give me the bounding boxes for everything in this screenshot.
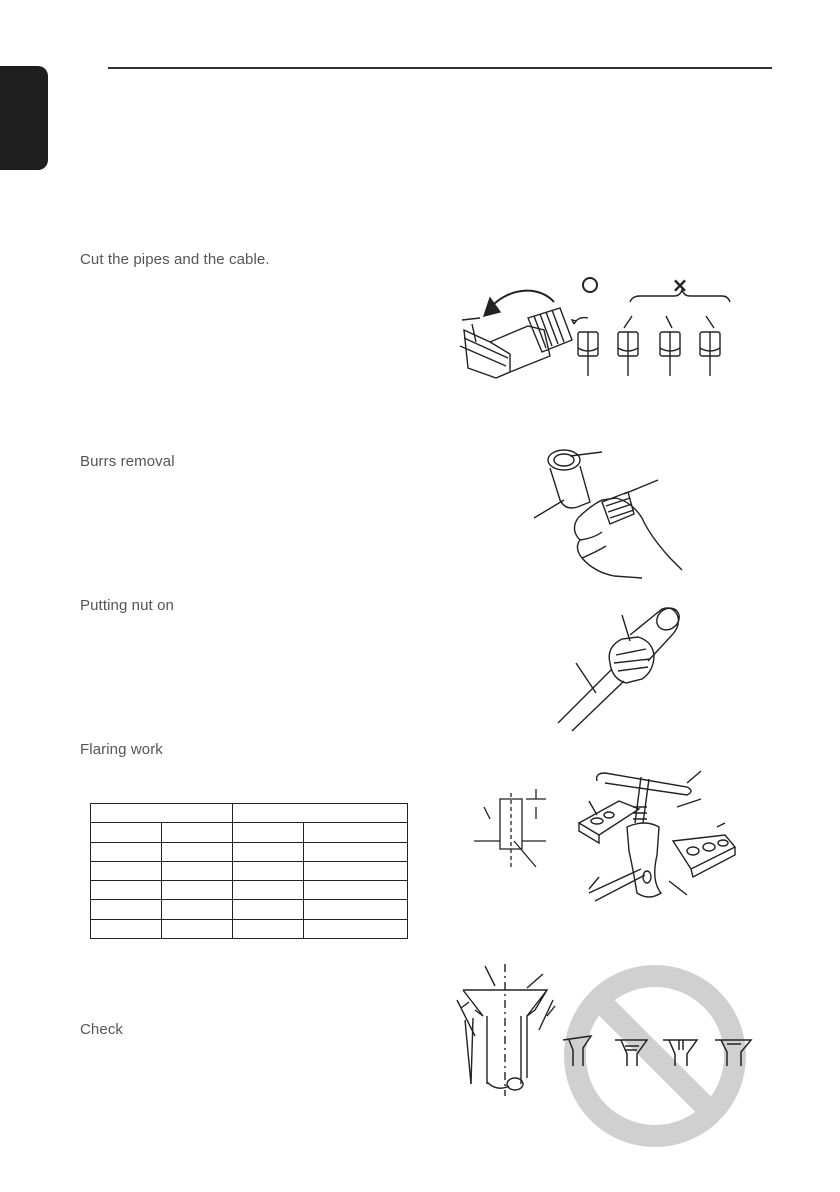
prohibition-slash [599, 1000, 711, 1112]
table-row [91, 900, 408, 919]
flare-check-incorrect-figure [555, 968, 765, 1144]
table-cell [91, 823, 162, 842]
table-cell [162, 861, 233, 880]
table-cell [304, 842, 408, 861]
table-cell [91, 881, 162, 900]
table-cell [162, 842, 233, 861]
table-cell [162, 919, 233, 938]
table-cell [162, 823, 233, 842]
table-cell [233, 881, 304, 900]
table-row [91, 861, 408, 880]
flare-dimension-figure [470, 785, 560, 875]
flaring-tool-figure [575, 765, 755, 910]
heading-check: Check [80, 1021, 124, 1038]
heading-burrs-removal: Burrs removal [80, 453, 175, 470]
table-cell [233, 823, 304, 842]
burrs-removal-figure [530, 440, 690, 580]
table-cell [91, 804, 233, 823]
table-row [91, 804, 408, 823]
flare-check-correct-figure [455, 960, 565, 1100]
table-cell [233, 861, 304, 880]
table-cell [91, 861, 162, 880]
wrong-cut-symbol: × [671, 273, 689, 297]
table-row [91, 823, 408, 842]
header-rule [108, 67, 772, 69]
language-tab [0, 66, 48, 170]
nut-on-pipe-figure [550, 605, 700, 735]
table-cell [304, 900, 408, 919]
heading-flaring-work: Flaring work [80, 741, 163, 758]
table-cell [91, 842, 162, 861]
table-cell [233, 919, 304, 938]
table-cell [91, 900, 162, 919]
table-cell [304, 881, 408, 900]
table-row [91, 881, 408, 900]
table-cell [304, 823, 408, 842]
table-row [91, 842, 408, 861]
table-cell [162, 900, 233, 919]
table-cell [304, 861, 408, 880]
table-cell [91, 919, 162, 938]
heading-cut-pipes: Cut the pipes and the cable. [80, 251, 270, 268]
heading-putting-nut-on: Putting nut on [80, 597, 174, 614]
flaring-dimensions-table [90, 803, 408, 939]
table-cell [233, 804, 408, 823]
pipe-cutter-figure [450, 268, 750, 388]
table-cell [304, 919, 408, 938]
table-cell [162, 881, 233, 900]
table-row [91, 919, 408, 938]
table-cell [233, 842, 304, 861]
table-cell [233, 900, 304, 919]
